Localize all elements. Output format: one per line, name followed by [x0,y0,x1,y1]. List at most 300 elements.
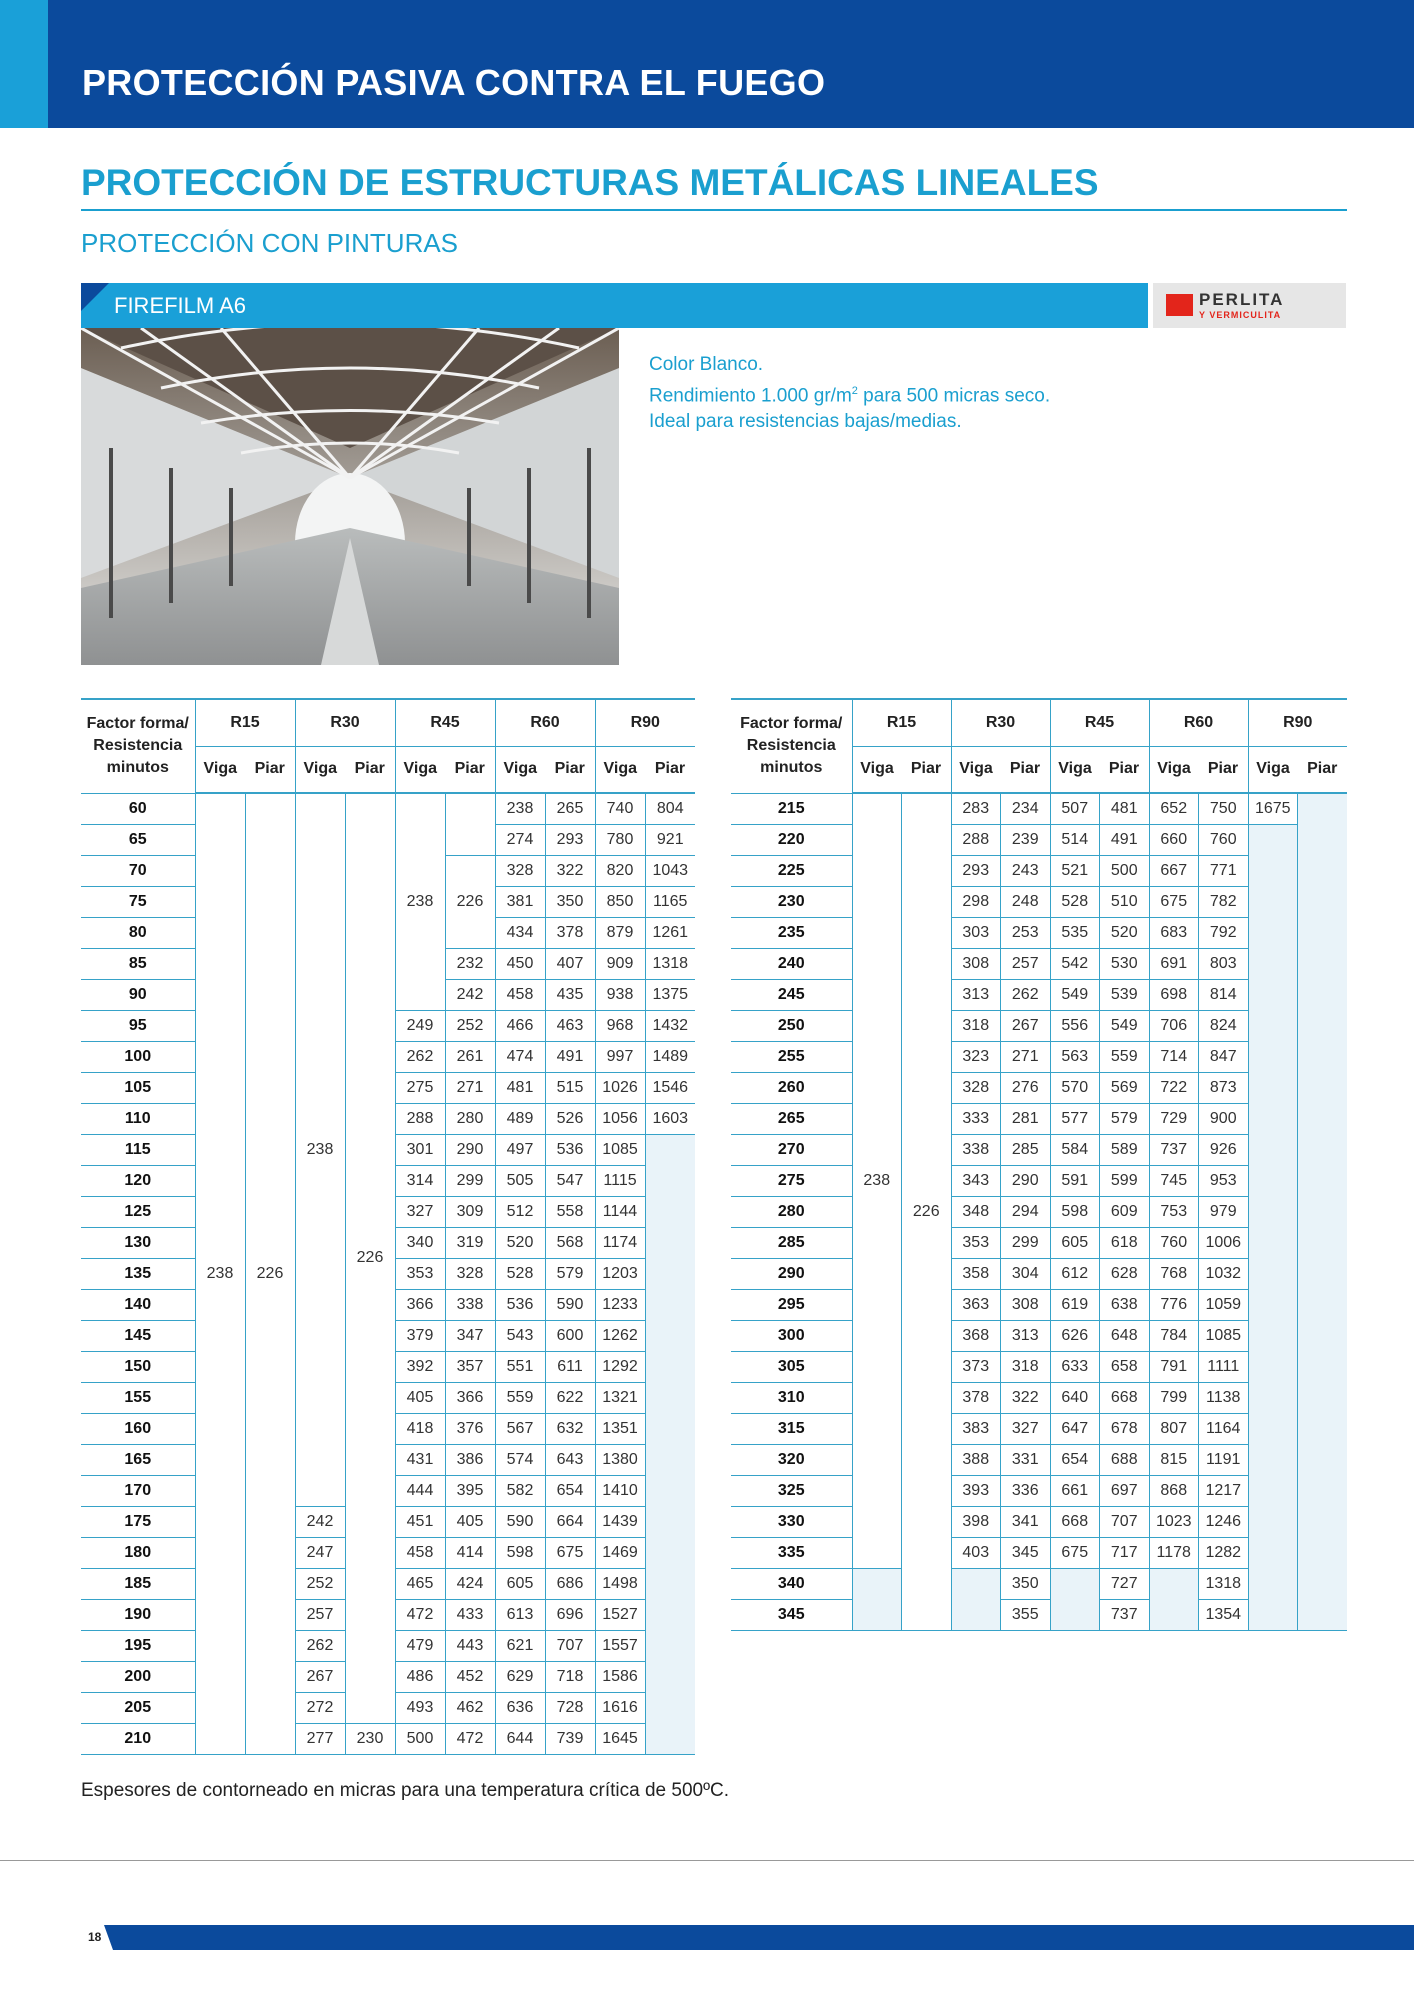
factor-header: Factor forma/ Resistencia minutos [731,699,852,793]
r60-viga-cell: 815 [1149,1444,1199,1475]
thickness-table-left [81,698,695,1755]
factor-cell: 125 [81,1196,195,1227]
r45-viga-cell: 392 [395,1351,445,1382]
r45-piar-cell: 226 [445,855,495,948]
r60-piar-cell: 686 [545,1568,595,1599]
r30-piar-cell: 355 [1001,1599,1051,1630]
top-header-band [0,0,1414,128]
r15-piar-cell: 226 [245,793,295,1754]
factor-cell: 210 [81,1723,195,1754]
steel-hall-photo [81,328,619,665]
r90-piar-cell: 1489 [645,1041,695,1072]
r60-piar-cell: 1318 [1199,1568,1249,1599]
r60-viga-cell: 238 [495,793,545,824]
r30-viga-cell: 262 [295,1630,345,1661]
r60-viga-cell: 807 [1149,1413,1199,1444]
r45-piar-cell: 510 [1100,886,1150,917]
r45-viga-cell: 668 [1050,1506,1100,1537]
r60-piar-cell: 1191 [1199,1444,1249,1475]
factor-cell: 310 [731,1382,852,1413]
r30-viga-cell: 398 [951,1506,1001,1537]
r90-piar-cell: 1375 [645,979,695,1010]
r60-viga-cell: 574 [495,1444,545,1475]
r60-piar-cell: 322 [545,855,595,886]
factor-cell: 280 [731,1196,852,1227]
r90-viga-cell: 1085 [595,1134,645,1165]
r90-viga-cell: 1115 [595,1165,645,1196]
r60-viga-cell: 698 [1149,979,1199,1010]
r60-piar-cell: 1246 [1199,1506,1249,1537]
factor-cell: 275 [731,1165,852,1196]
r45-piar-cell: 530 [1100,948,1150,979]
r60-viga-cell: 722 [1149,1072,1199,1103]
r90-piar-cell: 804 [645,793,695,824]
r30-piar-cell: 294 [1001,1196,1051,1227]
header-accent-strip [0,0,48,128]
r45-viga-empty [1050,1568,1100,1630]
r15-viga-cell: 238 [852,793,902,1568]
r90-viga-cell: 879 [595,917,645,948]
sub-viga: Viga [595,746,645,793]
r60-piar-cell: 515 [545,1072,595,1103]
factor-cell: 180 [81,1537,195,1568]
r30-viga-cell: 313 [951,979,1001,1010]
r90-viga-cell: 1616 [595,1692,645,1723]
factor-cell: 190 [81,1599,195,1630]
r60-viga-cell: 458 [495,979,545,1010]
factor-cell: 165 [81,1444,195,1475]
r60-piar-cell: 600 [545,1320,595,1351]
r30-piar-cell: 313 [1001,1320,1051,1351]
r60-piar-cell: 622 [545,1382,595,1413]
r45-viga-cell: 556 [1050,1010,1100,1041]
r90-viga-cell: 1380 [595,1444,645,1475]
r60-piar-cell: 632 [545,1413,595,1444]
r30-viga-cell: 358 [951,1258,1001,1289]
r45-piar-cell: 648 [1100,1320,1150,1351]
r45-piar-cell: 678 [1100,1413,1150,1444]
r45-piar-cell: 668 [1100,1382,1150,1413]
r45-piar-cell [445,793,495,855]
sub-viga: Viga [951,746,1001,793]
factor-cell: 160 [81,1413,195,1444]
r45-viga-cell: 507 [1050,793,1100,824]
r60-piar-cell: 1006 [1199,1227,1249,1258]
logo-mark-icon [1166,294,1193,316]
r45-viga-cell: 647 [1050,1413,1100,1444]
r60-piar-cell: 760 [1199,824,1249,855]
r30-viga-cell: 247 [295,1537,345,1568]
r45-piar-cell: 569 [1100,1072,1150,1103]
r90-viga-cell: 997 [595,1041,645,1072]
r60-viga-cell: 768 [1149,1258,1199,1289]
r60-piar-cell: 1217 [1199,1475,1249,1506]
r30-piar-cell: 230 [345,1723,395,1754]
r60-piar-cell: 847 [1199,1041,1249,1072]
factor-cell: 265 [731,1103,852,1134]
header-r30: R30 [951,699,1050,746]
r45-piar-cell: 405 [445,1506,495,1537]
r45-viga-cell: 262 [395,1041,445,1072]
r15-viga-cell: 238 [195,793,245,1754]
r60-viga-cell: 791 [1149,1351,1199,1382]
r60-viga-cell: 1178 [1149,1537,1199,1568]
r60-viga-cell: 512 [495,1196,545,1227]
r30-piar-cell: 285 [1001,1134,1051,1165]
r60-viga-cell: 598 [495,1537,545,1568]
r90-viga-cell: 820 [595,855,645,886]
r45-piar-cell: 280 [445,1103,495,1134]
header-r30: R30 [295,699,395,746]
factor-cell: 245 [731,979,852,1010]
r60-piar-cell: 824 [1199,1010,1249,1041]
r30-piar-cell: 341 [1001,1506,1051,1537]
page-header-title: PROTECCIÓN PASIVA CONTRA EL FUEGO [82,62,826,103]
footer-bar [113,1925,1414,1950]
r45-viga-cell: 418 [395,1413,445,1444]
desc-color: Color Blanco. [649,354,764,375]
table-right-body [731,793,1347,1630]
r60-piar-cell: 953 [1199,1165,1249,1196]
r60-piar-cell: 739 [545,1723,595,1754]
r30-viga-cell: 293 [951,855,1001,886]
r60-viga-cell: 644 [495,1723,545,1754]
r45-piar-cell: 579 [1100,1103,1150,1134]
sub-viga: Viga [195,746,245,793]
r45-piar-cell: 242 [445,979,495,1010]
r90-viga-cell: 1144 [595,1196,645,1227]
r45-viga-cell: 619 [1050,1289,1100,1320]
factor-cell: 195 [81,1630,195,1661]
r45-piar-cell: 539 [1100,979,1150,1010]
r45-piar-cell: 500 [1100,855,1150,886]
r90-viga-cell: 1233 [595,1289,645,1320]
r30-piar-cell: 318 [1001,1351,1051,1382]
r90-piar-cell: 1043 [645,855,695,886]
r60-piar-cell: 265 [545,793,595,824]
r45-piar-cell: 520 [1100,917,1150,948]
section-title: PROTECCIÓN DE ESTRUCTURAS METÁLICAS LINEALES [81,162,1099,203]
logo-text-main: PERLITA [1199,290,1285,309]
r45-viga-cell: 640 [1050,1382,1100,1413]
r60-piar-cell: 654 [545,1475,595,1506]
r45-viga-cell: 465 [395,1568,445,1599]
r60-viga-cell: 636 [495,1692,545,1723]
r60-viga-cell: 652 [1149,793,1199,824]
r60-viga-cell: 520 [495,1227,545,1258]
r60-viga-cell: 714 [1149,1041,1199,1072]
header-r60: R60 [1149,699,1248,746]
r45-piar-cell: 491 [1100,824,1150,855]
r30-piar-cell: 239 [1001,824,1051,855]
r45-piar-cell: 290 [445,1134,495,1165]
factor-cell: 300 [731,1320,852,1351]
r45-viga-cell: 472 [395,1599,445,1630]
r45-piar-cell: 609 [1100,1196,1150,1227]
r30-piar-cell: 262 [1001,979,1051,1010]
factor-cell: 260 [731,1072,852,1103]
r30-piar-cell: 350 [1001,1568,1051,1599]
desc-yield [649,378,1050,409]
r60-viga-cell: 706 [1149,1010,1199,1041]
r60-piar-cell: 718 [545,1661,595,1692]
desc-yield-pre: Rendimiento 1.000 gr/m [649,385,852,407]
r45-piar-cell: 472 [445,1723,495,1754]
r60-piar-cell: 1164 [1199,1413,1249,1444]
r30-viga-cell: 348 [951,1196,1001,1227]
r60-viga-cell: 274 [495,824,545,855]
r45-piar-cell: 638 [1100,1289,1150,1320]
r45-piar-cell: 232 [445,948,495,979]
r90-piar-cell: 1603 [645,1103,695,1134]
r60-viga-cell: 1023 [1149,1506,1199,1537]
r90-viga-cell: 1586 [595,1661,645,1692]
r45-viga-cell: 486 [395,1661,445,1692]
r60-piar-cell: 547 [545,1165,595,1196]
factor-cell: 90 [81,979,195,1010]
r45-piar-cell: 386 [445,1444,495,1475]
sub-piar: Piar [245,746,295,793]
r45-piar-cell: 261 [445,1041,495,1072]
r60-viga-cell: 559 [495,1382,545,1413]
r30-piar-cell: 327 [1001,1413,1051,1444]
r45-piar-cell: 737 [1100,1599,1150,1630]
r60-viga-cell: 328 [495,855,545,886]
r45-viga-cell: 444 [395,1475,445,1506]
r90-piar-cell: 1546 [645,1072,695,1103]
table-row [731,793,1347,824]
factor-cell: 225 [731,855,852,886]
r45-piar-cell: 252 [445,1010,495,1041]
factor-cell: 200 [81,1661,195,1692]
r45-viga-cell: 451 [395,1506,445,1537]
factor-cell: 230 [731,886,852,917]
factor-cell: 170 [81,1475,195,1506]
factor-cell: 240 [731,948,852,979]
r60-piar-cell: 558 [545,1196,595,1227]
r60-piar-cell: 1085 [1199,1320,1249,1351]
r45-piar-cell: 443 [445,1630,495,1661]
sub-piar: Piar [345,746,395,793]
r45-piar-cell: 481 [1100,793,1150,824]
sub-viga: Viga [295,746,345,793]
r45-viga-cell: 675 [1050,1537,1100,1568]
factor-cell: 130 [81,1227,195,1258]
r30-viga-empty [951,1568,1001,1630]
r60-piar-cell: 1032 [1199,1258,1249,1289]
r60-piar-cell: 491 [545,1041,595,1072]
r45-viga-cell: 379 [395,1320,445,1351]
r60-piar-cell: 803 [1199,948,1249,979]
r45-piar-cell: 697 [1100,1475,1150,1506]
product-name: FIREFILM A6 [114,293,247,318]
factor-cell: 135 [81,1258,195,1289]
factor-cell: 85 [81,948,195,979]
r90-viga-cell: 1292 [595,1351,645,1382]
thickness-table-right [731,698,1347,1631]
header-r45: R45 [1050,699,1149,746]
factor-cell: 80 [81,917,195,948]
r45-piar-cell: 688 [1100,1444,1150,1475]
product-title-bar [81,283,1148,328]
r45-viga-cell: 431 [395,1444,445,1475]
r30-viga-cell: 288 [951,824,1001,855]
r60-piar-cell: 814 [1199,979,1249,1010]
r30-viga-cell: 242 [295,1506,345,1537]
r60-viga-cell: 466 [495,1010,545,1041]
r45-piar-cell: 707 [1100,1506,1150,1537]
r45-piar-cell: 658 [1100,1351,1150,1382]
r45-viga-cell: 521 [1050,855,1100,886]
r45-piar-cell: 549 [1100,1010,1150,1041]
r60-viga-cell: 605 [495,1568,545,1599]
r30-viga-cell: 378 [951,1382,1001,1413]
r30-piar-cell: 248 [1001,886,1051,917]
r45-viga-cell: 598 [1050,1196,1100,1227]
factor-cell: 70 [81,855,195,886]
table-row [731,824,1347,855]
r60-piar-cell: 750 [1199,793,1249,824]
r45-piar-cell: 271 [445,1072,495,1103]
r45-viga-cell: 612 [1050,1258,1100,1289]
r45-viga-cell: 405 [395,1382,445,1413]
r60-viga-cell: 450 [495,948,545,979]
factor-cell: 345 [731,1599,852,1630]
r45-viga-cell: 288 [395,1103,445,1134]
r60-viga-cell: 590 [495,1506,545,1537]
header-r60: R60 [495,699,595,746]
r90-piar-cell: 1261 [645,917,695,948]
r90-viga-cell: 1645 [595,1723,645,1754]
r45-piar-cell: 599 [1100,1165,1150,1196]
section-title-rule [81,209,1347,211]
r60-viga-cell: 660 [1149,824,1199,855]
sub-piar: Piar [902,746,952,793]
r45-viga-cell: 626 [1050,1320,1100,1351]
footer-bar-notch [104,1925,113,1950]
factor-cell: 185 [81,1568,195,1599]
sub-viga: Viga [495,746,545,793]
product-description [649,352,1050,435]
footnote: Espesores de contorneado en micras para una temperatura crítica de 500ºC. [81,1780,730,1801]
r45-viga-cell: 479 [395,1630,445,1661]
factor-cell: 100 [81,1041,195,1072]
r60-piar-cell: 664 [545,1506,595,1537]
r60-viga-cell: 613 [495,1599,545,1630]
r60-viga-cell: 543 [495,1320,545,1351]
r30-piar-cell: 226 [345,793,395,1723]
desc-yield-sup: 2 [851,385,858,397]
r30-piar-cell: 267 [1001,1010,1051,1041]
r45-piar-cell: 319 [445,1227,495,1258]
r30-viga-cell: 267 [295,1661,345,1692]
r45-piar-cell: 618 [1100,1227,1150,1258]
r90-viga-cell: 1439 [595,1506,645,1537]
r60-piar-cell: 568 [545,1227,595,1258]
r60-piar-cell: 536 [545,1134,595,1165]
r90-piar-cell: 1432 [645,1010,695,1041]
r60-piar-cell: 1138 [1199,1382,1249,1413]
r45-piar-cell: 338 [445,1289,495,1320]
r45-piar-cell: 347 [445,1320,495,1351]
r60-viga-cell: 582 [495,1475,545,1506]
r90-viga-cell: 1498 [595,1568,645,1599]
r30-viga-cell: 343 [951,1165,1001,1196]
r60-piar-cell: 771 [1199,855,1249,886]
r60-viga-cell: 868 [1149,1475,1199,1506]
header-r90: R90 [1248,699,1347,746]
r45-viga-cell: 570 [1050,1072,1100,1103]
r45-piar-cell: 395 [445,1475,495,1506]
r60-viga-empty [1149,1568,1199,1630]
page-number: 18 [88,1930,102,1944]
r30-viga-cell: 363 [951,1289,1001,1320]
r30-viga-cell: 373 [951,1351,1001,1382]
factor-cell: 305 [731,1351,852,1382]
r60-piar-cell: 293 [545,824,595,855]
r30-viga-cell: 272 [295,1692,345,1723]
table-left-body [81,793,695,1754]
factor-cell: 220 [731,824,852,855]
r30-piar-cell: 299 [1001,1227,1051,1258]
sub-viga: Viga [1248,746,1298,793]
r30-viga-cell: 388 [951,1444,1001,1475]
r45-viga-cell: 542 [1050,948,1100,979]
r90-piar-empty [1298,793,1348,1630]
r30-viga-cell: 298 [951,886,1001,917]
r60-viga-cell: 745 [1149,1165,1199,1196]
r30-piar-cell: 276 [1001,1072,1051,1103]
r15-piar-cell: 226 [902,793,952,1630]
r90-piar-cell: 1318 [645,948,695,979]
r30-piar-cell: 271 [1001,1041,1051,1072]
r45-viga-cell: 605 [1050,1227,1100,1258]
r60-piar-cell: 675 [545,1537,595,1568]
r45-piar-cell: 462 [445,1692,495,1723]
factor-cell: 140 [81,1289,195,1320]
r45-viga-cell: 549 [1050,979,1100,1010]
r90-piar-cell: 921 [645,824,695,855]
r30-viga-cell: 393 [951,1475,1001,1506]
r30-piar-cell: 322 [1001,1382,1051,1413]
steel-hall-illustration [81,328,619,665]
r45-viga-cell: 353 [395,1258,445,1289]
factor-cell: 320 [731,1444,852,1475]
brand-logo [1153,283,1346,328]
r45-viga-cell: 528 [1050,886,1100,917]
r45-viga-cell: 493 [395,1692,445,1723]
r60-piar-cell: 1354 [1199,1599,1249,1630]
r30-viga-cell: 283 [951,793,1001,824]
factor-cell: 250 [731,1010,852,1041]
sub-piar: Piar [1298,746,1348,793]
r45-piar-cell: 727 [1100,1568,1150,1599]
r30-viga-cell: 353 [951,1227,1001,1258]
factor-cell: 175 [81,1506,195,1537]
r60-piar-cell: 378 [545,917,595,948]
r60-viga-cell: 753 [1149,1196,1199,1227]
r30-piar-cell: 304 [1001,1258,1051,1289]
r45-piar-cell: 559 [1100,1041,1150,1072]
r45-piar-cell: 717 [1100,1537,1150,1568]
r60-viga-cell: 474 [495,1041,545,1072]
r90-viga-cell: 1469 [595,1537,645,1568]
r45-viga-cell: 535 [1050,917,1100,948]
r45-viga-cell: 563 [1050,1041,1100,1072]
r90-piar-empty [645,1134,695,1754]
r45-viga-cell: 314 [395,1165,445,1196]
r45-piar-cell: 376 [445,1413,495,1444]
